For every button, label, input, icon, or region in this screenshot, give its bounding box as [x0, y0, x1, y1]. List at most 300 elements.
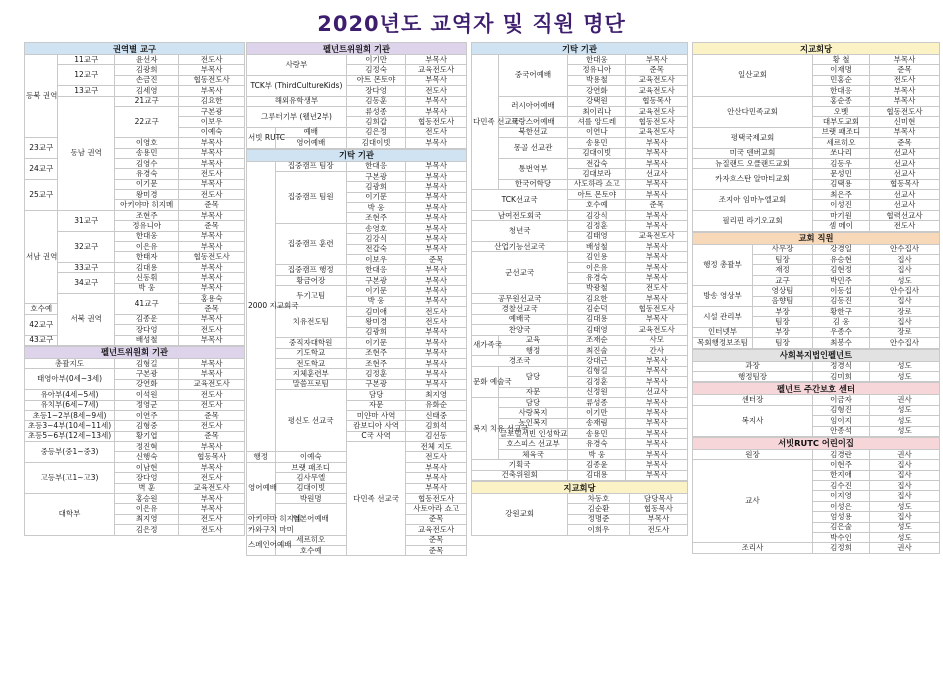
table-cell: 세르히오 — [813, 138, 870, 148]
table-cell: 32교구 — [58, 231, 115, 262]
table-cell: 권사 — [870, 395, 940, 405]
table-cell: 통번역부 — [498, 158, 567, 179]
table-cell: 부목사 — [626, 148, 688, 158]
table-cell: 25교구 — [25, 179, 58, 210]
table-cell: 이보우 — [346, 255, 405, 265]
table-cell: 이기문 — [346, 338, 405, 348]
table-cell: 복지 치유 선교국 — [472, 397, 499, 459]
table-cell: 부목사 — [179, 158, 245, 168]
table-cell: 전도사 — [179, 169, 245, 179]
table-row — [693, 96, 940, 106]
table-cell: 한대웅 — [568, 55, 626, 65]
roster-section — [692, 232, 940, 349]
table-cell: 전도사 — [629, 525, 687, 535]
table-cell: 협동전도사 — [406, 494, 467, 504]
table-cell: 부장 — [753, 306, 813, 316]
table-cell: 장다엉 — [346, 86, 405, 96]
table-cell: 조현주 — [346, 358, 405, 368]
table-cell: 부목사 — [179, 210, 245, 220]
table-cell: 아트 몬토야 — [568, 190, 626, 200]
table-row — [25, 158, 245, 168]
table-row — [247, 348, 467, 358]
table-cell: 전도사 — [179, 325, 245, 335]
table-cell: 김종운 — [115, 314, 179, 324]
table-cell: 문성민 — [813, 169, 870, 179]
table-cell: 그루터기부 (웰년2부) — [247, 106, 347, 127]
table-cell: 손금진 — [115, 75, 179, 85]
table-cell: 집사 — [870, 491, 940, 501]
table-cell: 교육전도사 — [406, 65, 467, 75]
table-cell: 부목사 — [406, 75, 467, 85]
table-cell: 준목 — [406, 545, 467, 555]
table-row — [472, 408, 688, 418]
table-cell: 캄보디아 사역 — [346, 421, 405, 431]
table-cell: 협동전도사 — [870, 106, 940, 116]
table-cell: 팀장 — [753, 317, 813, 327]
column-2 — [246, 42, 467, 556]
table-cell: 장로 — [870, 327, 940, 337]
table-cell: 성도 — [870, 416, 940, 426]
table-cell: 부목사 — [179, 86, 245, 96]
table-cell: 김선동 — [406, 431, 467, 441]
table-cell: 부목사 — [406, 171, 467, 181]
table-cell: 집사 — [870, 512, 940, 522]
table-cell: 평택국제교회 — [693, 127, 813, 148]
table-row — [25, 431, 245, 441]
table-row — [25, 65, 245, 75]
table-cell: 김정훈 — [568, 221, 626, 231]
table-cell: 성도 — [870, 533, 940, 543]
table-cell: 경찰선교국 — [472, 304, 568, 314]
table-cell: 김태영 — [568, 325, 626, 335]
table-cell: 부목사 — [406, 358, 467, 368]
table-cell: 협동목사 — [179, 452, 245, 462]
table-cell: 유아부(4세~5세) — [25, 390, 115, 400]
table-cell: 한대응 — [346, 161, 405, 171]
table-cell: 카자흐스탄 알마티교회 — [693, 169, 813, 190]
table-cell: 부목사 — [406, 379, 467, 389]
table-row — [247, 171, 467, 181]
table-cell: 신미현 — [870, 117, 940, 127]
table-row — [472, 345, 688, 355]
table-row — [247, 390, 467, 400]
table-cell: 체육국 — [498, 449, 567, 459]
table-cell: 조지아 임마누엘교회 — [693, 190, 813, 211]
table-row — [472, 366, 688, 376]
table-cell: 전도사 — [179, 525, 245, 535]
table-cell: 왕미경 — [346, 317, 405, 327]
table-cell: 41교구 — [115, 293, 179, 314]
table-cell: 전도사 — [870, 221, 940, 231]
table-row — [693, 395, 940, 405]
table-row — [247, 369, 467, 379]
table-row — [472, 397, 688, 407]
table-cell: 34교구 — [58, 273, 115, 294]
table-cell: 부목사 — [626, 397, 688, 407]
table-cell: 김은정 — [115, 525, 179, 535]
table-cell: 사랑복지 — [498, 408, 567, 418]
table-cell: 전도학교 — [275, 358, 346, 368]
table-cell: 아트 몬토야 — [346, 75, 405, 85]
table-cell: 집중캠프 팀원 — [275, 171, 346, 223]
table-row — [472, 127, 688, 137]
table-cell: 이보우 — [179, 117, 245, 127]
table-row — [247, 265, 467, 275]
table-cell: 북한선교 — [498, 127, 567, 137]
table-cell: 준목 — [179, 200, 245, 210]
table-row — [693, 127, 940, 137]
table-cell: 일본어예배 — [275, 504, 346, 535]
table-cell: 성도 — [870, 371, 940, 381]
table-row — [472, 96, 688, 106]
table-cell: 산업기능선교국 — [472, 242, 568, 252]
table-cell: 담당 — [498, 397, 567, 407]
table-cell: 김강식 — [568, 210, 626, 220]
table-cell: 재정 — [753, 265, 813, 275]
table-cell: 22교구 — [115, 106, 179, 137]
table-cell: 부목사 — [179, 231, 245, 241]
table-cell: 음향팀 — [753, 296, 813, 306]
table-cell: 복지사 — [693, 405, 813, 436]
table-cell: 김인용 — [568, 252, 626, 262]
table-cell: 공무원선교국 — [472, 293, 568, 303]
table-row — [693, 327, 940, 337]
table-cell: 전도사 — [179, 514, 245, 524]
table-cell: 부목사 — [179, 335, 245, 345]
table-cell: 차동호 — [568, 494, 630, 504]
table-row — [25, 494, 245, 504]
table-cell: 사무장 — [753, 244, 813, 254]
table-cell: 부목사 — [626, 314, 688, 324]
roster-section — [246, 42, 467, 149]
table-cell: 부목사 — [626, 273, 688, 283]
table-row — [247, 223, 467, 233]
table-cell: 준목 — [870, 65, 940, 75]
table-cell: 김대용 — [568, 314, 626, 324]
table-cell: 말씀프로팀 — [275, 379, 346, 389]
table-row — [247, 55, 467, 65]
table-cell: 최이리나 — [568, 106, 626, 116]
table-cell: 부목사 — [406, 106, 467, 116]
table-cell: 사모 — [626, 335, 688, 345]
table-cell: 최진술 — [568, 345, 626, 355]
table-cell: 유경숙 — [568, 273, 626, 283]
table-row — [472, 55, 688, 65]
table-cell: 자문 — [346, 400, 405, 410]
table-row — [25, 96, 245, 106]
table-cell: 안종석 — [813, 426, 870, 436]
table-cell: 초등3~4부(10세~11세) — [25, 421, 115, 431]
table-cell: 미국 덴버교회 — [693, 148, 813, 158]
table-cell: 송용민 — [568, 429, 626, 439]
table-cell: 부목사 — [626, 262, 688, 272]
table-cell: 교육전도사 — [626, 86, 688, 96]
table-cell: 성도 — [870, 501, 940, 511]
table-cell: 이기문 — [115, 179, 179, 189]
table-cell: 김경란 — [813, 449, 870, 459]
table-cell: 이예숙 — [179, 127, 245, 137]
table-cell: 방송 영상부 — [693, 286, 753, 307]
table-cell: 집중캠프 훈련 — [275, 223, 346, 265]
table-cell: 김순환 — [568, 504, 630, 514]
table-cell: 김종윤 — [568, 460, 626, 470]
table-cell: 부목사 — [406, 234, 467, 244]
table-cell: 대학부 — [25, 494, 115, 536]
table-cell: 민홍순 — [813, 75, 870, 85]
table-row — [693, 338, 940, 348]
table-cell: 조재순 — [568, 335, 626, 345]
table-cell: 미얀마 사역 — [346, 410, 405, 420]
table-cell: 정진혁 — [115, 442, 179, 452]
table-cell: 부목사 — [406, 286, 467, 296]
table-cell: 집사 — [870, 317, 940, 327]
table-row — [247, 286, 467, 296]
table-row — [472, 190, 688, 200]
table-cell: 부목사 — [179, 148, 245, 158]
table-cell: 송용민 — [115, 148, 179, 158]
table-row — [472, 356, 688, 366]
table-cell: 유화순 — [406, 400, 467, 410]
table-cell: 치유전도팀 — [275, 306, 346, 337]
table-cell: 부목사 — [179, 442, 245, 452]
table-cell: 부목사 — [626, 210, 688, 220]
table-cell: 전도사 — [406, 317, 467, 327]
table-cell: 11교구 — [58, 55, 115, 65]
table-cell: 해외유학생부 — [247, 96, 347, 106]
table-cell: 31교구 — [58, 210, 115, 231]
table-cell: 박광철 — [568, 283, 626, 293]
table-cell: 부목사 — [179, 358, 245, 368]
table-cell: 유경숙 — [115, 169, 179, 179]
table-cell: 구본광 — [346, 275, 405, 285]
table-cell: 박 웅 — [568, 449, 626, 459]
table-row — [472, 460, 688, 470]
table-cell: 강택원 — [568, 96, 626, 106]
table-cell: 김희석 — [406, 421, 467, 431]
table-cell: 김세영 — [115, 86, 179, 96]
table-row — [25, 86, 245, 96]
table-cell: 황 철 — [813, 55, 870, 65]
table-cell: 김대이빗 — [568, 148, 626, 158]
table-row — [247, 338, 467, 348]
table-cell: 선교사 — [870, 169, 940, 179]
table-cell: 박민주 — [813, 275, 870, 285]
table-cell: 경조국 — [472, 356, 568, 366]
table-cell: 부장 — [753, 327, 813, 337]
table-cell: 기획국 — [472, 460, 568, 470]
table-cell: 부목사 — [406, 96, 467, 106]
table-cell: 김수진 — [813, 481, 870, 491]
table-cell: 24교구 — [25, 158, 58, 179]
table-row — [247, 275, 467, 285]
table-cell: 군선교국 — [472, 252, 568, 294]
table-cell: 전도사 — [870, 75, 940, 85]
table-cell: 김요한 — [179, 96, 245, 106]
table-cell: 이석원 — [115, 390, 179, 400]
table-cell: 김정숙 — [346, 65, 405, 75]
table-cell: 김 웅 — [813, 317, 870, 327]
table-cell: 강연화 — [568, 86, 626, 96]
table-cell: 간사 — [626, 345, 688, 355]
table-cell: 부목사 — [179, 179, 245, 189]
table-cell: 행정 — [247, 452, 276, 462]
table-cell: 부목사 — [626, 55, 688, 65]
table-row — [25, 390, 245, 400]
table-cell: 교육전도사 — [626, 231, 688, 241]
table-cell: 김동훈 — [346, 96, 405, 106]
table-cell: 초등5~6부(12세~13세) — [25, 431, 115, 441]
table-row — [472, 314, 688, 324]
table-cell: 준목 — [179, 431, 245, 441]
table-cell: 전도사 — [179, 390, 245, 400]
table-cell: 기도학교 — [275, 348, 346, 358]
table-cell: 이기만 — [346, 55, 405, 65]
table-cell: 이남현 — [115, 462, 179, 472]
table-row — [247, 75, 467, 85]
table-row — [693, 405, 940, 415]
table-cell: 집사 — [870, 470, 940, 480]
table-cell: 교육전도사 — [179, 379, 245, 389]
table-cell: 총괄지도 — [25, 358, 115, 368]
table-cell: 33교구 — [58, 262, 115, 272]
table-cell: 찬양국 — [472, 325, 568, 335]
table-cell: 협동전도사 — [626, 117, 688, 127]
table-row — [472, 210, 688, 220]
table-cell: 김미애 — [346, 306, 405, 316]
roster-section — [692, 349, 940, 383]
table-cell: 홍순종 — [813, 96, 870, 106]
table-cell: 초등1~2부(8세~9세) — [25, 410, 115, 420]
table-cell: 뉴질랜드 오클랜드교회 — [693, 158, 813, 168]
table-cell: 왕미경 — [115, 190, 179, 200]
table-cell: 구본광 — [346, 379, 405, 389]
table-cell: 송용민 — [568, 138, 626, 148]
table-row — [472, 470, 688, 480]
table-row — [472, 293, 688, 303]
table-cell: TCK부 (ThirdCultureKids) — [247, 75, 347, 96]
table-cell: 부목사 — [870, 96, 940, 106]
table-row — [25, 400, 245, 410]
section-header: 사회복지법인펠넌트 — [693, 349, 940, 361]
table-cell: 교육전도사 — [626, 325, 688, 335]
roster-section — [692, 42, 940, 232]
column-1 — [24, 42, 245, 536]
table-row — [472, 304, 688, 314]
table-cell: 동남 권역 — [58, 96, 115, 210]
table-cell: 성도 — [870, 426, 940, 436]
table-cell: 전도사 — [406, 127, 467, 137]
table-cell: 영상팀 — [753, 286, 813, 296]
table-cell: 조리사 — [693, 543, 813, 553]
table-cell: 인터넷부 — [693, 327, 753, 337]
table-cell: 중등부(중1~중3) — [25, 442, 115, 463]
table-cell: 이성진 — [813, 200, 870, 210]
table-cell: 전도사 — [406, 452, 467, 462]
table-cell: 이연나 — [568, 127, 626, 137]
table-cell: 안수집사 — [870, 244, 940, 254]
table-cell: 태영아부(0세~3세) — [25, 369, 115, 390]
table-cell: 부목사 — [406, 327, 467, 337]
table-cell: 배성철 — [115, 335, 179, 345]
table-cell: 부목사 — [406, 138, 467, 148]
table-cell: 김희갑 — [346, 117, 405, 127]
table-cell: 김은술 — [813, 522, 870, 532]
section-header: 지교회당 — [472, 482, 688, 494]
table-cell: 이기문 — [346, 286, 405, 296]
table-cell: 구본광 — [179, 106, 245, 116]
table-cell: 이은유 — [568, 262, 626, 272]
table-cell: 협동목사 — [629, 504, 687, 514]
table-cell: 다민족 선교국 — [472, 55, 499, 190]
table-cell: 유경숙 — [568, 439, 626, 449]
table-cell: 예배국 — [472, 314, 568, 324]
table-cell: 선교사 — [870, 190, 940, 200]
table-cell: 김대이빗 — [346, 138, 405, 148]
table-cell: 부목사 — [629, 514, 687, 524]
table-cell: 농인복지 — [498, 418, 567, 428]
table-cell: 김강식 — [346, 234, 405, 244]
table-cell: 부목사 — [179, 273, 245, 283]
table-cell: 담당 — [498, 366, 567, 387]
table-cell: 13교구 — [58, 86, 115, 96]
table-cell: 부목사 — [179, 262, 245, 272]
table-cell: 준목 — [406, 535, 467, 545]
table-cell: 부목사 — [179, 462, 245, 472]
table-cell: 한대웅 — [115, 231, 179, 241]
table-cell: 셔를 앙드레 — [568, 117, 626, 127]
section-header: 펠넌트위원회 기관 — [247, 43, 467, 55]
table-cell: 부목사 — [406, 192, 467, 202]
table-row — [472, 439, 688, 449]
table-cell: 준목 — [179, 410, 245, 420]
table-cell: 김대용 — [568, 470, 626, 480]
table-cell: 준목 — [179, 221, 245, 231]
table-cell: 예배 — [275, 127, 346, 137]
table-cell: 협동전도사 — [626, 304, 688, 314]
table-cell: 유치부(6세~7세) — [25, 400, 115, 410]
table-row — [472, 387, 688, 397]
table-cell: 최지영 — [406, 390, 467, 400]
table-row — [247, 358, 467, 368]
table-cell: 성도 — [870, 361, 940, 371]
table-cell: 조현주 — [346, 213, 405, 223]
section-header: 교회 직원 — [693, 232, 940, 244]
table-cell: 전도사 — [626, 283, 688, 293]
table-cell: 김광희 — [115, 65, 179, 75]
table-cell: 사도하라 쇼고 — [568, 179, 626, 189]
table-cell: 안수집사 — [870, 286, 940, 296]
section-header: 권역별 교구 — [25, 43, 245, 55]
roster-section — [246, 149, 467, 557]
table-cell: 대부도교회 — [813, 117, 870, 127]
table-cell: 교육전도사 — [626, 75, 688, 85]
table-cell: 원장 — [693, 449, 813, 459]
table-cell: 한지애 — [813, 470, 870, 480]
table-cell: 김대이빗 — [275, 483, 346, 493]
table-cell: 문화 예술국 — [472, 366, 499, 397]
table-cell: 장로 — [870, 306, 940, 316]
table-cell: 부목사 — [626, 221, 688, 231]
table-cell: 정경식 — [813, 361, 870, 371]
table-cell: 호수예 — [275, 545, 346, 555]
table-row — [693, 449, 940, 459]
roster-section — [471, 42, 688, 481]
roster-section — [471, 481, 688, 536]
table-cell: 김대보라 — [568, 169, 626, 179]
table-row — [25, 273, 245, 283]
table-row — [25, 293, 245, 303]
table-cell: 박 웅 — [346, 203, 405, 213]
